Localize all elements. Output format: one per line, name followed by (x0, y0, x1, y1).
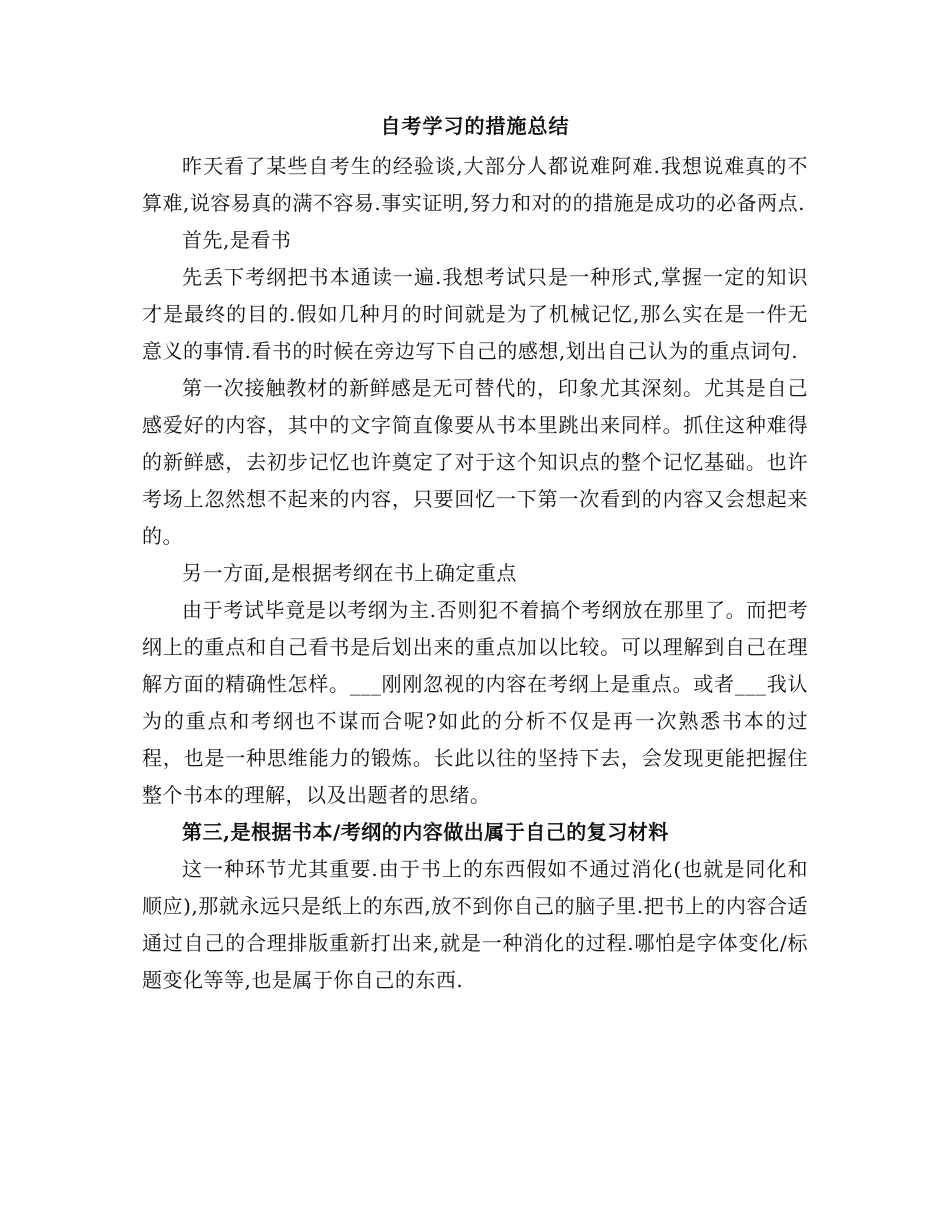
paragraph-first-impression: 第一次接触教材的新鲜感是无可替代的，印象尤其深刻。尤其是自己感爱好的内容，其中的文字简直像要从书本里跳出来同样。抓住这种难得的新鲜感，去初步记忆也许奠定了对于这个知识点的整个记忆基础。也许考场上忽然想不起来的内容，只要回忆一下第一次看到的内容又会想起来的。 (142, 376, 808, 548)
section-heading-reading: 首先,是看书 (182, 228, 292, 252)
paragraph-digest: 这一种环节尤其重要.由于书上的东西假如不通过消化(也就是同化和顺应),那就永远只是纸上的东西,放不到你自己的脑子里.把书上的内容合适通过自己的合理排版重新打出来,就是一种消化的过程.哪怕是字体变化/标题变化等等,也是属于你自己的东西. (142, 857, 808, 992)
paragraph-read-through: 先丢下考纲把书本通读一遍.我想考试只是一种形式,掌握一定的知识才是最终的目的.假如几种月的时间就是为了机械记忆,那么实在是一件无意义的事情.看书的时候在旁边写下自己的感想,划出自己认为的重点词句. (142, 265, 808, 363)
document-title: 自考学习的措施总结 (380, 114, 570, 138)
section-heading-syllabus: 另一方面,是根据考纲在书上确定重点 (182, 561, 517, 585)
paragraph-intro: 昨天看了某些自考生的经验谈,大部分人都说难阿难.我想说难真的不算难,说容易真的满不容易.事实证明,努力和对的的措施是成功的必备两点. (142, 154, 808, 215)
document-page (142, 112, 808, 999)
section-heading-materials: 第三,是根据书本/考纲的内容做出属于自己的复习材料 (182, 820, 669, 844)
paragraph-syllabus-compare: 由于考试毕竟是以考纲为主.否则犯不着搞个考纲放在那里了。而把考纲上的重点和自己看书是后划出来的重点加以比较。可以理解到自己在理解方面的精确性怎样。___刚刚忽视的内容在考纲上是重点。或者___我认为的重点和考纲也不谋而合呢?如此的分析不仅是再一次熟悉书本的过程，也是一种思维能力的锻炼。长此以往的坚持下去，会发现更能把握住整个书本的理解，以及出题者的思绪。 (142, 598, 808, 807)
